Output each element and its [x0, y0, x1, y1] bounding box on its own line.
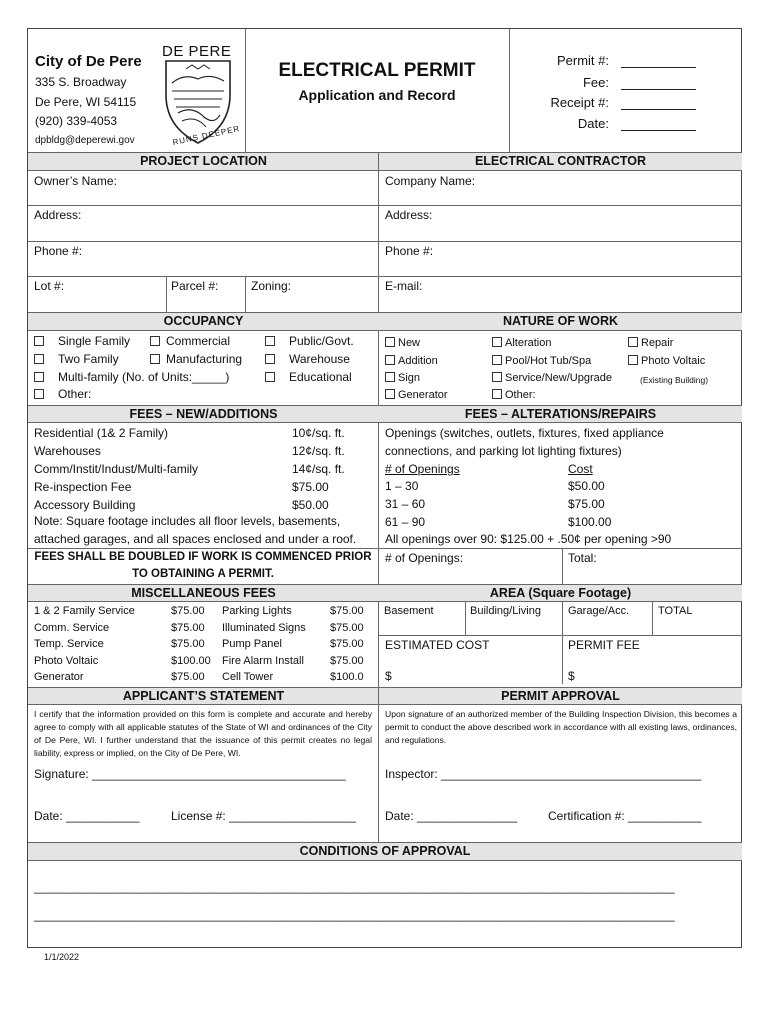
openings-cost: $75.00 [568, 497, 605, 511]
nature-of-work-heading: NATURE OF WORK [379, 312, 742, 331]
fee-new-row-amount: 12¢/sq. ft. [292, 444, 345, 458]
work-sign[interactable]: Sign [385, 371, 420, 385]
openings-cost: $50.00 [568, 479, 605, 493]
conditions-line-1[interactable]: ________________________________________________________________________________________________ [34, 880, 675, 894]
misc-fee-amount: $75.00 [171, 638, 205, 650]
misc-fee-amount: $75.00 [171, 621, 205, 634]
openings-cost: $100.00 [568, 515, 612, 529]
fee-new-row-amount: $50.00 [292, 498, 329, 512]
city-phone: (920) 339-4053 [35, 114, 118, 128]
fees-new-heading: FEES – NEW/ADDITIONS [28, 405, 379, 423]
work-other[interactable]: Other: [492, 388, 536, 402]
checkbox-icon [385, 372, 395, 382]
contractor-phone-field[interactable]: Phone #: [385, 244, 434, 258]
checkbox-icon [492, 337, 502, 347]
occupancy-manufacturing[interactable]: Manufacturing [150, 352, 242, 367]
checkbox-icon [628, 355, 638, 365]
logo-wordmark: DE PERE [162, 43, 232, 60]
license-number-field[interactable]: License #: ___________________ [171, 809, 356, 823]
city-street: 335 S. Broadway [35, 75, 127, 89]
misc-fee-label: Generator [34, 671, 84, 683]
checkbox-icon [150, 354, 160, 364]
project-phone-field[interactable]: Phone #: [34, 244, 83, 258]
form-title: ELECTRICAL PERMIT [278, 60, 476, 81]
occupancy-heading: OCCUPANCY [28, 312, 379, 331]
applicant-statement-heading: APPLICANT’S STATEMENT [28, 687, 379, 705]
area-heading: AREA (Square Footage) [379, 584, 742, 602]
checkbox-icon [34, 389, 44, 399]
fees-alt-heading: FEES – ALTERATIONS/REPAIRS [379, 405, 742, 423]
revision-date: 1/1/2022 [44, 952, 80, 962]
approval-date-field[interactable]: Date: _______________ [385, 809, 518, 823]
permit-approval-heading: PERMIT APPROVAL [379, 687, 742, 705]
checkbox-icon [265, 336, 275, 346]
checkbox-icon [385, 337, 395, 347]
approval-text: Upon signature of an authorized member of the Building Inspection Division, this becomes a permit to conduct the above described work in accordance with all existing laws, ordinances, and regulations. [385, 709, 737, 745]
area-building-field[interactable]: Building/Living [470, 605, 541, 617]
misc-fee-label: Parking Lights [222, 605, 292, 617]
work-pool[interactable]: Pool/Hot Tub/Spa [492, 354, 591, 368]
occupancy-public[interactable]: Public/Govt. [265, 334, 354, 349]
checkbox-icon [265, 354, 275, 364]
inspector-signature-field[interactable]: Inspector: _______________________________________ [385, 767, 702, 781]
checkbox-icon [150, 336, 160, 346]
fee-new-row-label: Comm/Instit/Indust/Multi-family [34, 462, 199, 476]
openings-range: 1 – 30 [385, 479, 419, 493]
checkbox-icon [492, 389, 502, 399]
cost-column-header: Cost [568, 462, 593, 476]
company-name-field[interactable]: Company Name: [385, 174, 476, 188]
permit-fee-label: PERMIT FEE [568, 638, 640, 652]
checkbox-icon [265, 372, 275, 382]
certification-number-field[interactable]: Certification #: ___________ [548, 809, 702, 823]
applicant-date-field[interactable]: Date: ___________ [34, 809, 140, 823]
misc-fee-amount: $100.0 [330, 671, 364, 683]
zoning-field[interactable]: Zoning: [251, 279, 292, 293]
openings-intro-2: connections, and parking lot lighting fixtures) [385, 444, 622, 458]
contractor-email-field[interactable]: E-mail: [385, 279, 423, 293]
misc-fee-amount: $100.00 [171, 654, 211, 667]
work-generator[interactable]: Generator [385, 388, 448, 402]
work-addition[interactable]: Addition [385, 354, 438, 368]
misc-fee-label: Illuminated Signs [222, 621, 306, 634]
date-field[interactable] [621, 130, 696, 131]
project-location-heading: PROJECT LOCATION [28, 152, 379, 171]
square-footage-note-1: Note: Square footage includes all floor levels, basements, [34, 514, 341, 528]
fee-field[interactable] [621, 89, 696, 90]
checkbox-icon [385, 389, 395, 399]
misc-fee-amount: $75.00 [330, 638, 364, 650]
checkbox-icon [492, 355, 502, 365]
city-name: City of De Pere [35, 53, 142, 70]
misc-fee-label: Fire Alarm Install [222, 654, 304, 667]
conditions-heading: CONDITIONS OF APPROVAL [28, 842, 742, 861]
permit-number-field[interactable] [621, 67, 696, 68]
fee-new-row-amount: 14¢/sq. ft. [292, 462, 345, 476]
openings-column-header: # of Openings [385, 462, 460, 476]
fee-new-row-label: Re-inspection Fee [34, 480, 132, 494]
fee-label: Fee: [582, 75, 609, 90]
occupancy-multi-family[interactable]: Multi-family (No. of Units:_____) [34, 370, 229, 385]
misc-fees-heading: MISCELLANEOUS FEES [28, 584, 379, 602]
misc-fee-label: Comm. Service [34, 621, 110, 634]
permit-form [27, 28, 742, 948]
checkbox-icon [34, 372, 44, 382]
fee-new-row-label: Residential (1& 2 Family) [34, 426, 169, 440]
occupancy-educational[interactable]: Educational [265, 370, 352, 385]
checkbox-icon [492, 372, 502, 382]
de-pere-logo [158, 43, 241, 148]
misc-fee-amount: $75.00 [171, 605, 205, 617]
square-footage-note-2: attached garages, and all spaces enclosed and under a roof. [34, 532, 357, 546]
openings-range: 61 – 90 [385, 515, 426, 529]
occupancy-other[interactable]: Other: [34, 387, 91, 402]
work-photo-voltaic[interactable]: Photo Voltaic [628, 354, 705, 368]
fee-new-row-label: Warehouses [34, 444, 101, 458]
work-alteration[interactable]: Alteration [492, 336, 551, 350]
owner-name-field[interactable]: Owner’s Name: [34, 174, 117, 188]
area-basement-field[interactable]: Basement [384, 605, 434, 617]
occupancy-commercial[interactable]: Commercial [150, 334, 230, 349]
misc-fee-label: Pump Panel [222, 638, 282, 650]
work-new[interactable]: New [385, 336, 420, 350]
misc-fee-amount: $75.00 [171, 671, 205, 683]
checkbox-icon [628, 337, 638, 347]
city-email: dpbldg@deperewi.gov [35, 135, 135, 146]
misc-fee-label: 1 & 2 Family Service [34, 605, 135, 617]
work-service[interactable]: Service/New/Upgrade [492, 371, 612, 385]
openings-range: 31 – 60 [385, 497, 426, 511]
checkbox-icon [385, 355, 395, 365]
checkbox-icon [34, 336, 44, 346]
fee-new-row-amount: 10¢/sq. ft. [292, 426, 345, 440]
fee-new-row-amount: $75.00 [292, 480, 329, 494]
estimated-cost-field[interactable]: $ [385, 669, 392, 683]
misc-fee-label: Temp. Service [34, 638, 104, 650]
area-garage-field[interactable]: Garage/Acc. [568, 605, 630, 617]
electrical-contractor-heading: ELECTRICAL CONTRACTOR [379, 152, 742, 171]
fees-doubled-warning-2: TO OBTAINING A PERMIT. [132, 568, 274, 580]
openings-total-field[interactable]: Total: [568, 551, 597, 565]
misc-fee-amount: $75.00 [330, 654, 364, 667]
fees-doubled-warning-1: FEES SHALL BE DOUBLED IF WORK IS COMMENCED PRIOR [34, 551, 372, 563]
city-citystate: De Pere, WI 54115 [35, 95, 137, 109]
date-label: Date: [577, 116, 609, 131]
openings-intro-1: Openings (switches, outlets, fixtures, fixed appliance [385, 426, 664, 440]
existing-building-note: (Existing Building) [640, 375, 709, 385]
lot-number-field[interactable]: Lot #: [34, 279, 65, 293]
fee-new-row-label: Accessory Building [34, 498, 136, 512]
misc-fee-label: Photo Voltaic [34, 654, 99, 667]
contractor-address-field[interactable]: Address: [385, 208, 433, 222]
misc-fee-amount: $75.00 [330, 621, 364, 634]
misc-fee-label: Cell Tower [222, 671, 274, 683]
receipt-number-field[interactable] [621, 109, 696, 110]
misc-fee-amount: $75.00 [330, 605, 364, 617]
logo-tagline: RUNS DEEPER [171, 123, 241, 148]
area-total-field[interactable]: TOTAL [658, 605, 693, 617]
occupancy-single-family[interactable]: Single Family [34, 334, 130, 349]
checkbox-icon [34, 354, 44, 364]
work-repair[interactable]: Repair [628, 336, 673, 350]
occupancy-two-family[interactable]: Two Family [34, 352, 119, 367]
form-subtitle: Application and Record [298, 87, 456, 103]
number-of-openings-field[interactable]: # of Openings: [385, 551, 464, 565]
estimated-cost-label: ESTIMATED COST [385, 638, 490, 652]
permit-fee-field[interactable]: $ [568, 669, 575, 683]
parcel-number-field[interactable]: Parcel #: [171, 279, 219, 293]
project-address-field[interactable]: Address: [34, 208, 82, 222]
permit-number-label: Permit #: [556, 53, 609, 68]
conditions-line-2[interactable]: ________________________________________________________________________________________________ [34, 908, 675, 922]
occupancy-warehouse[interactable]: Warehouse [265, 352, 350, 367]
receipt-number-label: Receipt #: [550, 95, 609, 110]
applicant-certification-text: I certify that the information provided on this form is complete and accurate and hereby agree to comply with all applicable statutes of the State of WI and ordinances of the City of De Pere, WI. I further understand that the issuance of this permit creates no legal liability, express or implied, on the City of De Pere, WI. [34, 709, 372, 758]
over-90-openings-note: All openings over 90: $125.00 + .50¢ per opening >90 [385, 532, 672, 546]
applicant-signature-field[interactable]: Signature: ______________________________________ [34, 767, 346, 781]
